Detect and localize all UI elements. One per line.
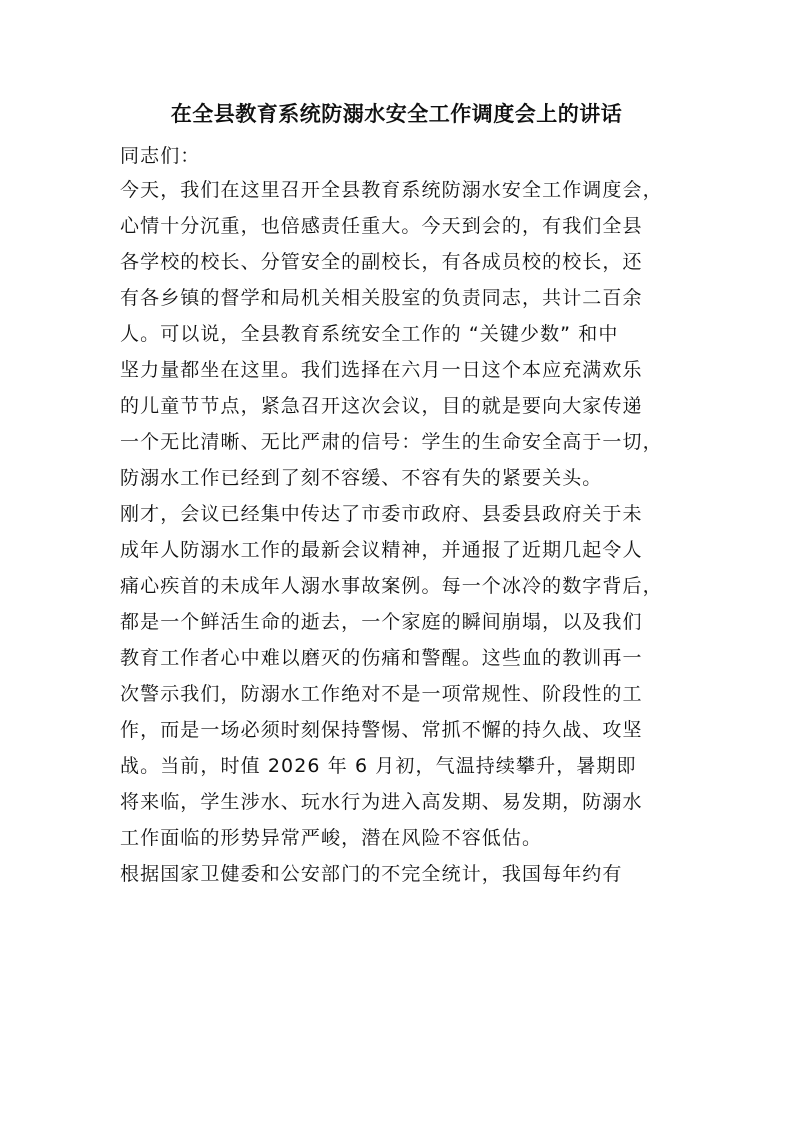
paragraph-line: 次警示我们，防溺水工作绝对不是一项常规性、阶段性的工 (120, 683, 643, 705)
paragraph-line: 将来临，学生涉水、玩水行为进入高发期、易发期，防溺水 (120, 791, 643, 813)
paragraph-line: 有各乡镇的督学和局机关相关股室的负责同志，共计二百余 (120, 287, 643, 309)
paragraph-line: 的儿童节节点，紧急召开这次会议，目的就是要向大家传递 (120, 395, 643, 417)
paragraph-line: 防溺水工作已经到了刻不容缓、不容有失的紧要关头。 (120, 467, 603, 489)
paragraph-line: 工作面临的形势异常严峻，潜在风险不容低估。 (120, 827, 543, 849)
paragraph-line: 心情十分沉重，也倍感责任重大。今天到会的，有我们全县 (120, 215, 643, 237)
paragraph-line: 刚才，会议已经集中传达了市委市政府、县委县政府关于未 (120, 503, 643, 525)
paragraph-line: 痛心疾首的未成年人溺水事故案例。每一个冰冷的数字背后， (120, 575, 663, 597)
document-body (120, 140, 680, 892)
paragraph-line: 作，而是一场必须时刻保持警惕、常抓不懈的持久战、攻坚 (120, 719, 643, 741)
paragraph-line: 根据国家卫健委和公安部门的不完全统计，我国每年约有 (120, 863, 623, 885)
paragraph-line: 教育工作者心中难以磨灭的伤痛和警醒。这些血的教训再一 (120, 647, 643, 669)
paragraph-line: 一个无比清晰、无比严肃的信号：学生的生命安全高于一切， (120, 431, 663, 453)
paragraph-line: 都是一个鲜活生命的逝去，一个家庭的瞬间崩塌，以及我们 (120, 611, 643, 633)
paragraph-line: 坚力量都坐在这里。我们选择在六月一日这个本应充满欢乐 (120, 359, 643, 381)
document-title: 在全县教育系统防溺水安全工作调度会上的讲话 (170, 102, 623, 126)
paragraph-line: 成年人防溺水工作的最新会议精神，并通报了近期几起令人 (120, 539, 643, 561)
paragraph-line: 战。当前，时值 2026 年 6 月初，气温持续攀升，暑期即 (120, 755, 637, 777)
paragraph-line: 各学校的校长、分管安全的副校长，有各成员校的校长，还 (120, 251, 643, 273)
paragraph-line: 今天，我们在这里召开全县教育系统防溺水安全工作调度会， (120, 179, 663, 201)
paragraph-line: 人。可以说，全县教育系统安全工作的 “关键少数” 和中 (120, 323, 619, 345)
greeting-line: 同志们： (120, 145, 201, 167)
